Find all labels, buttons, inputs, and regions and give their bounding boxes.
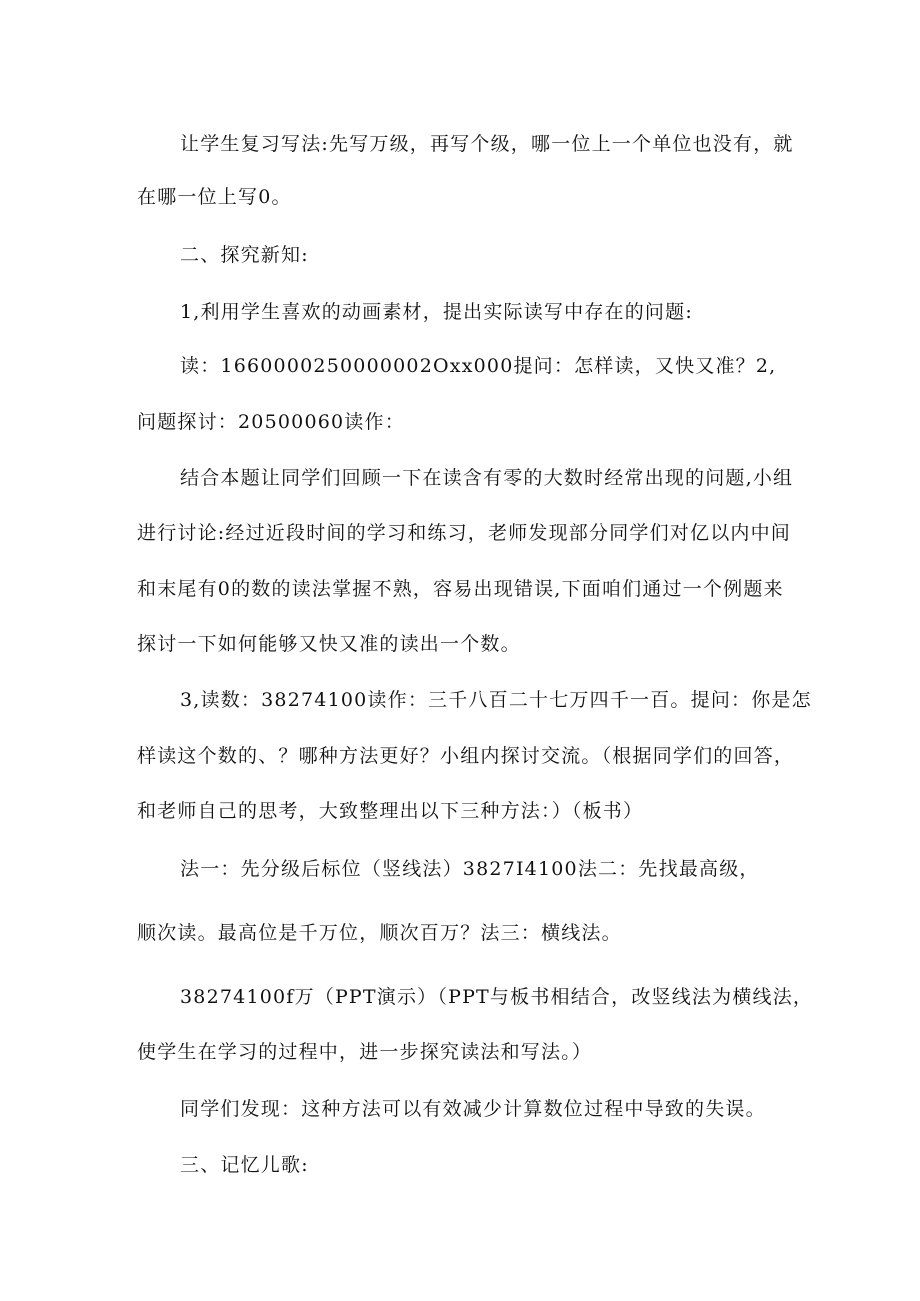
paragraph-line: 和老师自己的思考，大致整理出以下三种方法：）（板书） [137,800,644,822]
paragraph-line: 探讨一下如何能够又快又准的读出一个数。 [137,633,521,655]
paragraph-line: 顺次读。最高位是千万位，顺次百万？法三：横线法。 [137,922,622,944]
paragraph-line: 结合本题让同学们回顾一下在读含有零的大数时经常出现的问题,小组 [180,467,794,489]
paragraph-line: 让学生复习写法:先写万级，再写个级，哪一位上一个单位也没有，就 [180,133,794,155]
paragraph-line: 3,读数：38274100读作：三千八百二十七万四千一百。提问：你是怎 [180,689,812,711]
section-heading: 三、记忆儿歌: [180,1154,309,1176]
paragraph-line: 样读这个数的、？哪种方法更好？小组内探讨交流。（根据同学们的回答， [137,745,795,767]
paragraph-line: 读：1660000250000002Oxx000提问：怎样读，又快又准？2, [180,355,777,377]
paragraph-line: 1,利用学生喜欢的动画素材，提出实际读写中存在的问题: [180,301,693,323]
section-heading: 二、探究新知: [180,244,309,266]
paragraph-line: 法一：先分级后标位（竖线法）3827I4100法二：先找最高级， [180,858,760,880]
paragraph-line: 进行讨论:经过近段时间的学习和练习，老师发现部分同学们对亿以内中间 [137,522,792,544]
paragraph-line: 使学生在学习的过程中，进一步探究读法和写法。） [137,1041,593,1063]
paragraph-line: 同学们发现：这种方法可以有效减少计算数位过程中导致的失误。 [180,1098,766,1120]
paragraph-line: 问题探讨：20500060读作： [137,411,405,433]
paragraph-line: 38274100f万（PPT演示）（PPT与板书相结合，改竖线法为横线法， [180,986,814,1008]
paragraph-line: 在哪一位上写0。 [137,186,292,208]
paragraph-line: 和末尾有0的数的读法掌握不熟，容易出现错误,下面咱们通过一个例题来 [137,578,784,600]
